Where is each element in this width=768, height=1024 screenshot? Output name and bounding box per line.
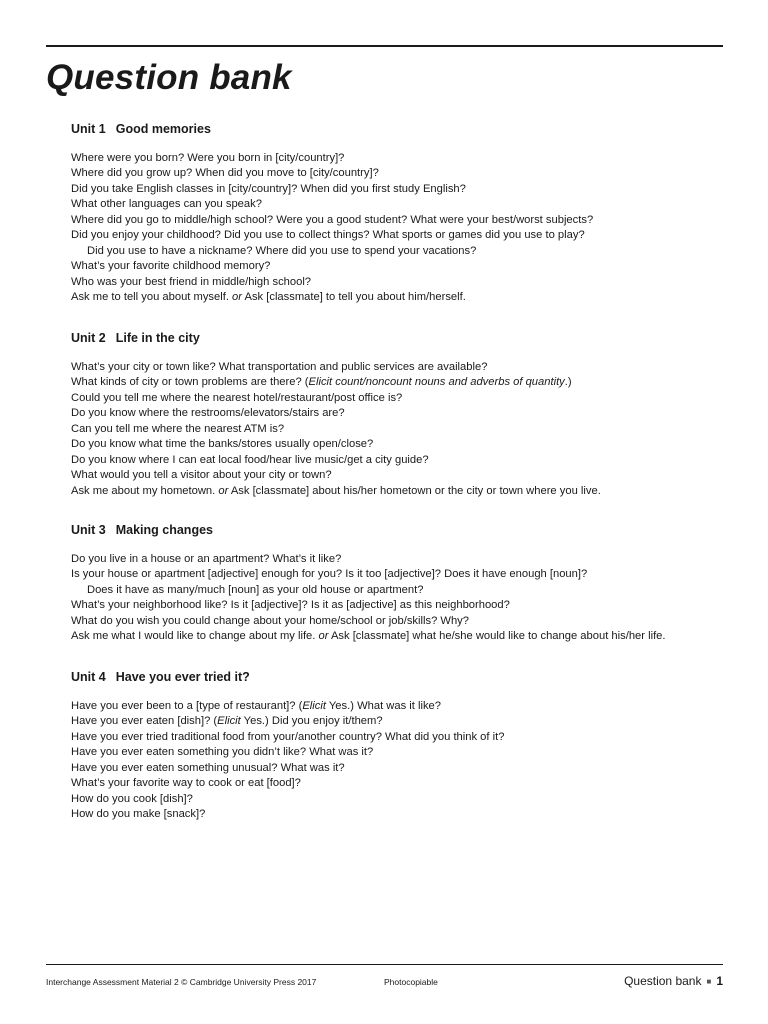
question-line <box>71 714 731 729</box>
question-text: Ask me about my hometown. <box>71 484 219 497</box>
unit-number: Unit 1 <box>71 122 106 136</box>
question-line <box>71 484 731 499</box>
question-text: Do you know where the restrooms/elevators/stairs are? <box>71 407 345 420</box>
question-line <box>71 792 731 807</box>
question-line <box>71 360 731 375</box>
question-line <box>71 406 731 421</box>
unit-title: Life in the city <box>115 331 200 345</box>
question-line <box>71 453 731 468</box>
question-text: Did you enjoy your childhood? Did you use to collect things? What sports or games did you use to play? <box>71 229 585 242</box>
question-line <box>71 468 731 483</box>
question-text: Did you take English classes in [city/country]? When did you first study English? <box>71 182 466 195</box>
square-bullet-icon: ■ <box>706 977 712 987</box>
question-line <box>71 228 731 243</box>
question-line <box>71 614 731 629</box>
question-text: Have you ever eaten something unusual? What was it? <box>71 761 345 774</box>
unit-title: Good memories <box>115 122 211 136</box>
italic-instruction: Elicit count/noncount nouns and adverbs of quantity <box>308 376 565 389</box>
top-rule <box>46 45 723 47</box>
unit-number: Unit 2 <box>71 331 106 345</box>
question-text: Have you ever eaten [dish]? ( <box>71 715 218 728</box>
question-text: Is your house or apartment [adjective] enough for you? Is it too [adjective]? Does it have enough [noun]? <box>71 568 588 581</box>
question-text: Where did you grow up? When did you move to [city/country]? <box>71 167 379 180</box>
unit-heading <box>71 669 731 685</box>
unit-heading <box>71 330 731 346</box>
question-text: Ask [classmate] to tell you about him/herself. <box>242 291 466 304</box>
question-line <box>71 375 731 390</box>
question-line <box>71 422 731 437</box>
question-text: Have you ever eaten something you didn’t like? What was it? <box>71 746 374 759</box>
question-line <box>71 182 731 197</box>
question-text: What’s your neighborhood like? Is it [adjective]? Is it as [adjective] as this neighborhood? <box>71 599 510 612</box>
question-line <box>71 629 731 644</box>
question-text: .) <box>564 376 572 389</box>
copyright-notice: Interchange Assessment Material 2 © Cambridge University Press 2017 <box>46 977 317 987</box>
question-text: How do you make [snack]? <box>71 808 206 821</box>
question-text: What’s your favorite childhood memory? <box>71 260 271 273</box>
question-text: Ask me what I would like to change about my life. <box>71 630 319 643</box>
question-text: Do you know what time the banks/stores usually open/close? <box>71 438 374 451</box>
question-line <box>71 598 731 613</box>
question-text: What would you tell a visitor about your city or town? <box>71 469 332 482</box>
question-line <box>71 776 731 791</box>
question-text: Could you tell me where the nearest hotel/restaurant/post office is? <box>71 391 403 404</box>
unit-1-section <box>71 121 731 306</box>
question-line <box>71 290 731 305</box>
question-line <box>71 567 731 582</box>
question-line <box>71 761 731 776</box>
italic-instruction: or <box>218 484 229 497</box>
question-text: What’s your city or town like? What transportation and public services are available? <box>71 361 488 373</box>
question-line <box>71 391 731 406</box>
footer-rule <box>46 964 723 965</box>
unit-title: Making changes <box>115 523 213 537</box>
question-text: Does it have as many/much [noun] as your old house or apartment? <box>87 583 424 596</box>
unit-4-section <box>71 669 731 823</box>
section-name: Question bank <box>624 974 702 988</box>
question-list <box>71 699 731 823</box>
unit-heading <box>71 522 731 538</box>
question-list <box>71 360 731 499</box>
question-text: Can you tell me where the nearest ATM is? <box>71 422 285 435</box>
question-line <box>71 583 731 598</box>
unit-heading <box>71 121 731 137</box>
page-footer-label <box>624 974 723 988</box>
question-line <box>71 259 731 274</box>
question-line <box>71 197 731 212</box>
question-list <box>71 552 731 645</box>
question-text: How do you cook [dish]? <box>71 792 193 805</box>
question-line <box>71 275 731 290</box>
question-text: Where were you born? Were you born in [city/country]? <box>71 152 345 164</box>
italic-instruction: or <box>232 291 242 304</box>
question-text: Ask me to tell you about myself. <box>71 291 233 304</box>
page-number: 1 <box>716 974 723 988</box>
question-text: Where did you go to middle/high school? Were you a good student? What were your best/worst subjects? <box>71 213 594 226</box>
question-line <box>71 166 731 181</box>
question-text: Did you use to have a nickname? Where did you use to spend your vacations? <box>87 244 477 257</box>
question-line <box>71 745 731 760</box>
italic-instruction: Elicit <box>302 700 326 712</box>
question-text: What do you wish you could change about your home/school or job/skills? Why? <box>71 614 469 627</box>
photocopiable-label: Photocopiable <box>384 977 438 987</box>
unit-number: Unit 4 <box>71 670 106 684</box>
question-line <box>71 437 731 452</box>
question-text: Yes.) What was it like? <box>325 700 441 712</box>
question-text: Ask [classmate] about his/her hometown or the city or town where you live. <box>228 484 601 497</box>
question-line <box>71 807 731 822</box>
question-text: What’s your favorite way to cook or eat [food]? <box>71 777 301 790</box>
question-list <box>71 151 731 306</box>
question-text: What other languages can you speak? <box>71 198 262 211</box>
question-text: Yes.) Did you enjoy it/them? <box>240 715 383 728</box>
italic-instruction: Elicit <box>217 715 241 728</box>
question-line <box>71 552 731 567</box>
unit-3-section <box>71 522 731 645</box>
question-text: Have you ever tried traditional food from your/another country? What did you think of it? <box>71 730 505 743</box>
question-line <box>71 699 731 714</box>
italic-instruction: or <box>318 630 329 643</box>
question-text: Do you know where I can eat local food/hear live music/get a city guide? <box>71 453 429 466</box>
question-line <box>71 244 731 259</box>
question-line <box>71 730 731 745</box>
unit-title: Have you ever tried it? <box>115 670 250 684</box>
unit-2-section <box>71 330 731 499</box>
question-text: Who was your best friend in middle/high school? <box>71 275 312 288</box>
question-text: What kinds of city or town problems are there? ( <box>71 376 309 389</box>
unit-number: Unit 3 <box>71 523 106 537</box>
question-line <box>71 151 731 166</box>
question-text: Do you live in a house or an apartment? What’s it like? <box>71 553 342 565</box>
question-text: Have you ever been to a [type of restaurant]? ( <box>71 700 303 712</box>
question-line <box>71 213 731 228</box>
question-text: Ask [classmate] what he/she would like to change about his/her life. <box>328 630 666 643</box>
page-title: Question bank <box>46 58 292 97</box>
